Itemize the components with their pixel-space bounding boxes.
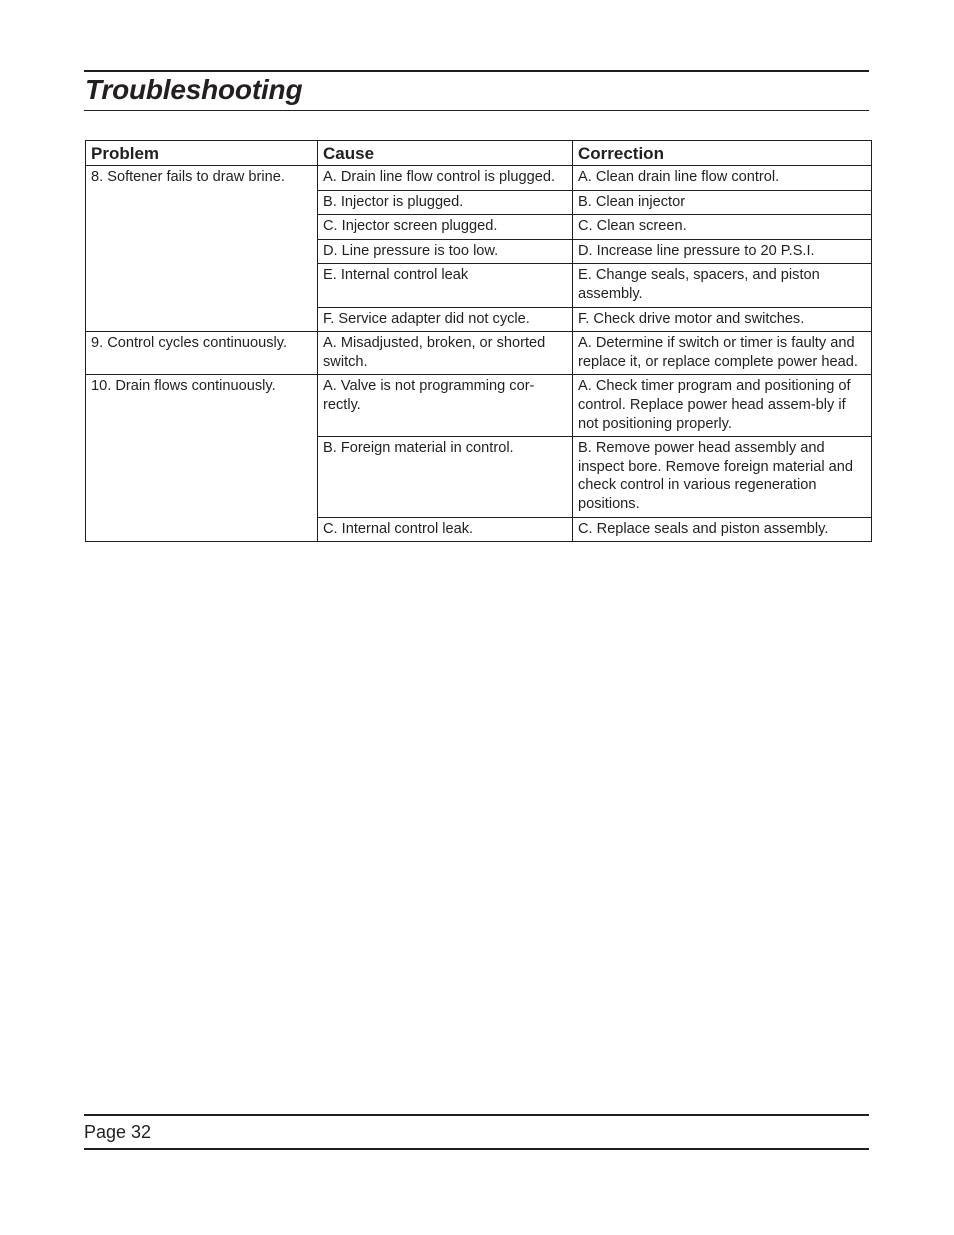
correction-cell: A. Determine if switch or timer is faulty and replace it, or replace complete power head. <box>573 332 872 375</box>
correction-cell: F. Check drive motor and switches. <box>573 307 872 332</box>
header-rule-top <box>84 70 869 72</box>
correction-cell: A. Check timer program and positioning of control. Replace power head assem-bly if not positioning properly. <box>573 375 872 437</box>
correction-cell: A. Clean drain line flow control. <box>573 166 872 191</box>
cause-cell: C. Injector screen plugged. <box>318 215 573 240</box>
table-header-row <box>86 141 872 166</box>
problem-cell: 8. Softener fails to draw brine. <box>86 166 318 332</box>
footer-rule-top <box>84 1114 869 1116</box>
correction-cell: B. Clean injector <box>573 190 872 215</box>
cause-cell: C. Internal control leak. <box>318 517 573 542</box>
cause-cell: B. Foreign material in control. <box>318 437 573 517</box>
cause-cell: A. Misadjusted, broken, or shorted switch. <box>318 332 573 375</box>
problem-cell: 10. Drain flows continuously. <box>86 375 318 542</box>
header-problem: Problem <box>86 141 318 166</box>
cause-cell: B. Injector is plugged. <box>318 190 573 215</box>
cause-cell: A. Valve is not programming cor-rectly. <box>318 375 573 437</box>
header-rule-bottom <box>84 110 869 111</box>
table-row <box>86 375 872 437</box>
footer-rule-bottom <box>84 1148 869 1150</box>
correction-cell: B. Remove power head assembly and inspect bore. Remove foreign material and check control in various regeneration positions. <box>573 437 872 517</box>
correction-cell: C. Replace seals and piston assembly. <box>573 517 872 542</box>
problem-cell: 9. Control cycles continuously. <box>86 332 318 375</box>
table-row <box>86 166 872 191</box>
header-cause: Cause <box>318 141 573 166</box>
cause-cell: E. Internal control leak <box>318 264 573 307</box>
correction-cell: D. Increase line pressure to 20 P.S.I. <box>573 239 872 264</box>
correction-cell: E. Change seals, spacers, and piston assembly. <box>573 264 872 307</box>
cause-cell: D. Line pressure is too low. <box>318 239 573 264</box>
correction-cell: C. Clean screen. <box>573 215 872 240</box>
cause-cell: A. Drain line flow control is plugged. <box>318 166 573 191</box>
header-correction: Correction <box>573 141 872 166</box>
cause-cell: F. Service adapter did not cycle. <box>318 307 573 332</box>
troubleshooting-table <box>85 140 872 542</box>
page-number: Page 32 <box>84 1122 152 1142</box>
table-row <box>86 332 872 375</box>
page-title: Troubleshooting <box>85 74 303 105</box>
